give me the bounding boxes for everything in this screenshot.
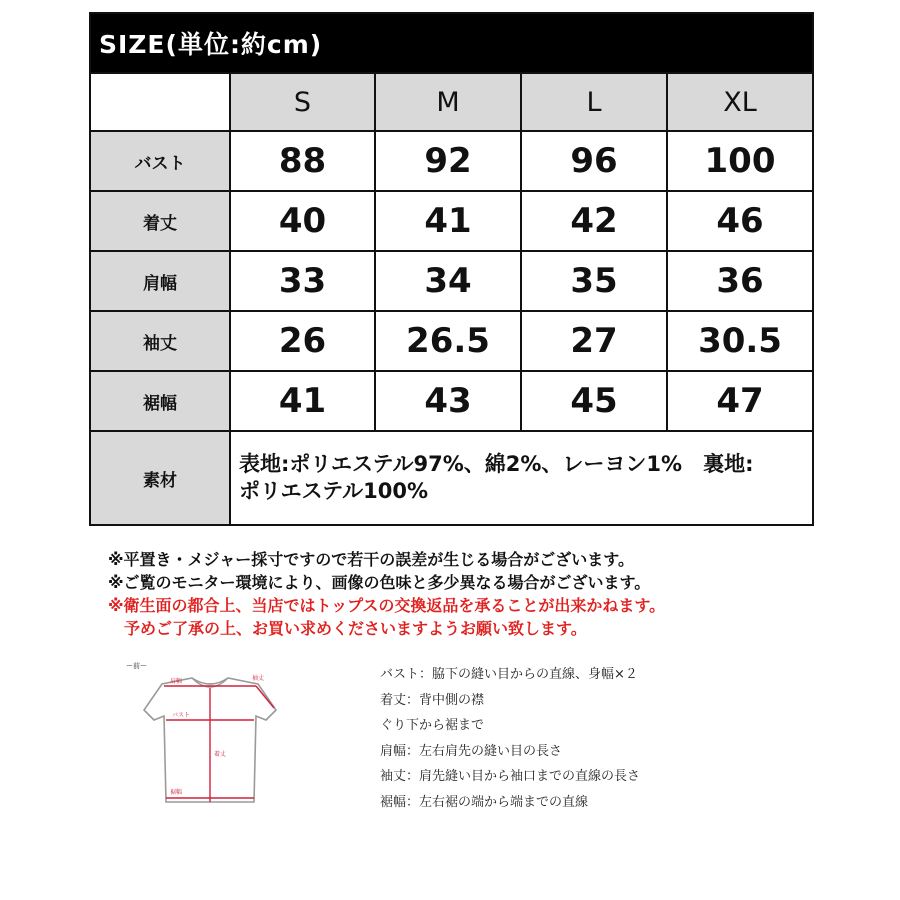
row-label: 袖丈	[90, 311, 230, 371]
note-line: ※ご覧のモニター環境により、画像の色味と多少異なる場合がございます。	[108, 573, 651, 592]
row-label: 着丈	[90, 191, 230, 251]
measurement-value: 26	[230, 311, 375, 371]
measurement-value: 27	[521, 311, 667, 371]
table-row	[90, 311, 813, 371]
measurement-value: 46	[667, 191, 813, 251]
measurement-value: 92	[375, 131, 521, 191]
material-line: 表地:ポリエステル97%、綿2%、レーヨン1% 裏地:	[239, 452, 754, 476]
measurement-value: 88	[230, 131, 375, 191]
material-line: ポリエステル100%	[239, 479, 428, 503]
measurement-value: 43	[375, 371, 521, 431]
size-header-row	[90, 73, 813, 131]
table-row	[90, 371, 813, 431]
row-label: 肩幅	[90, 251, 230, 311]
measurement-value: 33	[230, 251, 375, 311]
measurement-value: 30.5	[667, 311, 813, 371]
note-line-warning: ※衛生面の都合上、当店ではトップスの交換返品を承ることが出来かねます。	[108, 596, 666, 615]
row-label: 裾幅	[90, 371, 230, 431]
definition-line: 袖丈：肩先縫い目から袖口までの直線の長さ	[380, 769, 641, 784]
row-label: バスト	[90, 131, 230, 191]
definition-line: ぐり下から裾まで	[380, 718, 485, 733]
size-header: S	[230, 73, 375, 131]
note-line: ※平置き・メジャー採寸ですので若干の誤差が生じる場合がございます。	[108, 550, 634, 569]
material-row	[90, 431, 813, 525]
measurement-value: 41	[375, 191, 521, 251]
material-label: 素材	[90, 431, 230, 525]
measurement-definitions	[380, 662, 640, 815]
table-title-row	[90, 13, 813, 73]
size-header: M	[375, 73, 521, 131]
notes	[108, 548, 665, 640]
diagram-bust-label: バスト	[172, 712, 191, 719]
table-row	[90, 251, 813, 311]
measurement-value: 26.5	[375, 311, 521, 371]
definition-line: 肩幅：左右肩先の縫い目の長さ	[380, 743, 563, 759]
size-table	[89, 12, 814, 526]
note-line-warning: 予めご了承の上、お買い求めくださいますようお願い致します。	[124, 619, 587, 638]
diagram-front-label: ー前ー	[126, 662, 147, 670]
material-text	[230, 431, 813, 525]
measurement-value: 41	[230, 371, 375, 431]
diagram-length-label: 着丈	[214, 751, 227, 758]
diagram-sleeve-label: 袖丈	[252, 675, 265, 682]
measurement-value: 47	[667, 371, 813, 431]
table-row	[90, 191, 813, 251]
table-title: SIZE(単位:約cm)	[90, 13, 813, 73]
measurement-value: 100	[667, 131, 813, 191]
size-header: L	[521, 73, 667, 131]
diagram-hem-label: 裾幅	[170, 789, 183, 796]
corner-cell	[90, 73, 230, 131]
measurement-value: 42	[521, 191, 667, 251]
measurement-value: 40	[230, 191, 375, 251]
measurement-value: 45	[521, 371, 667, 431]
measurement-value: 35	[521, 251, 667, 311]
measurement-value: 34	[375, 251, 521, 311]
definition-line: バスト：脇下の縫い目からの直線、身幅×２	[380, 667, 638, 682]
measurement-value: 96	[521, 131, 667, 191]
definition-line: 裾幅：左右裾の端から端までの直線	[380, 794, 589, 810]
garment-diagram	[120, 660, 290, 810]
diagram-shoulder-label: 肩幅	[170, 678, 183, 685]
size-header: XL	[667, 73, 813, 131]
table-row	[90, 131, 813, 191]
measurement-value: 36	[667, 251, 813, 311]
definition-line: 着丈：背中側の襟	[380, 692, 485, 708]
